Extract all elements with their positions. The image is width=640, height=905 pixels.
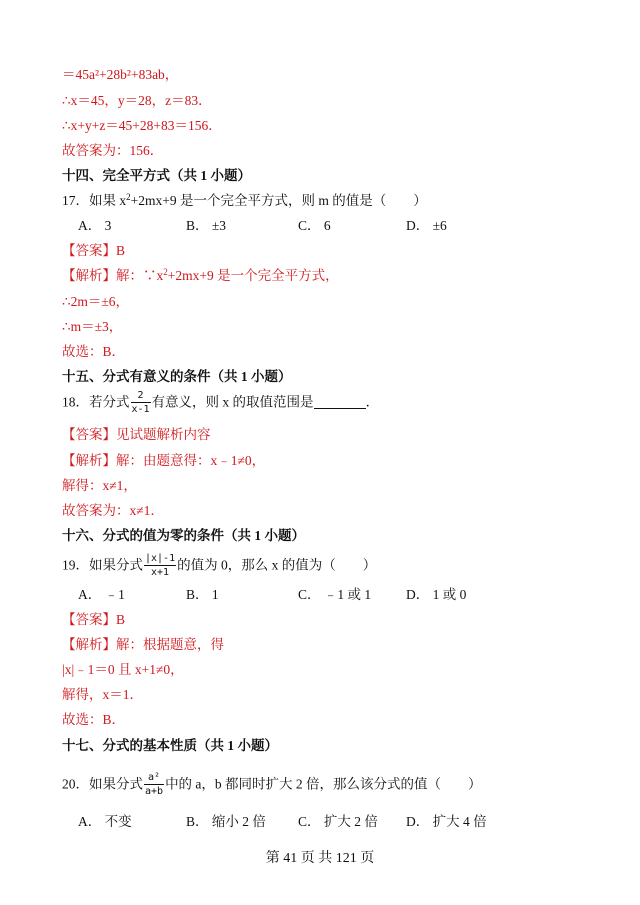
answer-17: 【答案】B: [62, 243, 126, 258]
solution-line-2: ∴x＝45，y＝28，z＝83．: [62, 93, 212, 108]
page-footer: 第 41 页 共 121 页: [265, 851, 375, 866]
option-17-c: C． 6: [298, 218, 331, 233]
option-20-d: D． 扩大 4 倍: [406, 814, 487, 829]
section-heading-16: 十六、分式的值为零的条件（共 1 小题）: [62, 528, 305, 543]
conclusion-18: 故答案为：x≠1．: [62, 503, 164, 518]
section-heading-15: 十五、分式有意义的条件（共 1 小题）: [62, 369, 292, 384]
fraction-19: $\frac{|x|-1}{x+1}$: [145, 553, 176, 578]
analysis-18: 【解析】解：由题意得：x﹣1≠0，: [62, 453, 266, 468]
question-17-text-b: +2mx+9 是一个完全平方式，则 m 的值是（ ）: [130, 193, 427, 208]
question-17-number: 17．: [62, 193, 89, 208]
question-17-text-a: 如果 x: [89, 193, 127, 208]
solution-line-1: ＝45a²+28b²+83ab，: [62, 67, 179, 82]
option-20-a: A． 不变: [78, 814, 132, 829]
conclusion-19: 故选：B．: [62, 712, 126, 727]
fraction-20: $\frac{\text{a²}}{a+b}$: [145, 772, 164, 797]
analysis-19: 【解析】解：根据题意，得: [62, 637, 224, 652]
option-17-d: D． ±6: [406, 218, 447, 233]
section-heading-17: 十七、分式的基本性质（共 1 小题）: [62, 738, 278, 753]
step-17-1: ∴2m＝±6，: [62, 294, 129, 309]
answer-18: 【答案】见试题解析内容: [62, 427, 211, 442]
option-19-b: B． 1: [186, 587, 219, 602]
section-heading-14: 十四、完全平方式（共 1 小题）: [62, 168, 251, 183]
answer-blank: [314, 395, 366, 409]
option-17-a: A． 3: [78, 218, 112, 233]
question-17: [62, 192, 427, 210]
option-19-c: C． ﹣1 或 1: [298, 587, 372, 602]
option-19-d: D． 1 或 0: [406, 587, 467, 602]
option-19-a: A． ﹣1: [78, 587, 125, 602]
question-20: 20．如果分式 $\frac{\text{a²}}{a+b}$ 中的 a，b 都同时扩大 2 倍，那么该分式的值（ ）: [62, 772, 482, 797]
superscript: 2: [126, 192, 131, 202]
solve-18: 解得：x≠1，: [62, 478, 137, 493]
conclusion-17: 故选：B．: [62, 344, 126, 359]
solution-line-3: ∴x+y+z＝45+28+83＝156．: [62, 118, 222, 133]
fraction-18: $\frac{2}{x-1}$: [131, 390, 150, 415]
solution-line-4: 故答案为：156．: [62, 143, 164, 158]
option-20-b: B． 缩小 2 倍: [186, 814, 266, 829]
superscript: 2: [163, 267, 168, 277]
answer-19: 【答案】B: [62, 612, 126, 627]
question-19: 19．如果分式 $\frac{|x|-1}{x+1}$ 的值为 0，那么 x 的值为（ ）: [62, 553, 377, 578]
question-18: 18．若分式 $\frac{2}{x-1}$ 有意义，则 x 的取值范围是 ．: [62, 390, 380, 415]
option-17-b: B． ±3: [186, 218, 227, 233]
step-19-1: |x|﹣1＝0 且 x+1≠0，: [62, 662, 184, 677]
option-20-c: C． 扩大 2 倍: [298, 814, 378, 829]
solve-19: 解得，x＝1．: [62, 687, 143, 702]
step-17-2: ∴m＝±3，: [62, 319, 123, 334]
analysis-17: 【解析】解：$\because x^2+2mx+9$ 是一个完全平方式，: [62, 267, 339, 283]
